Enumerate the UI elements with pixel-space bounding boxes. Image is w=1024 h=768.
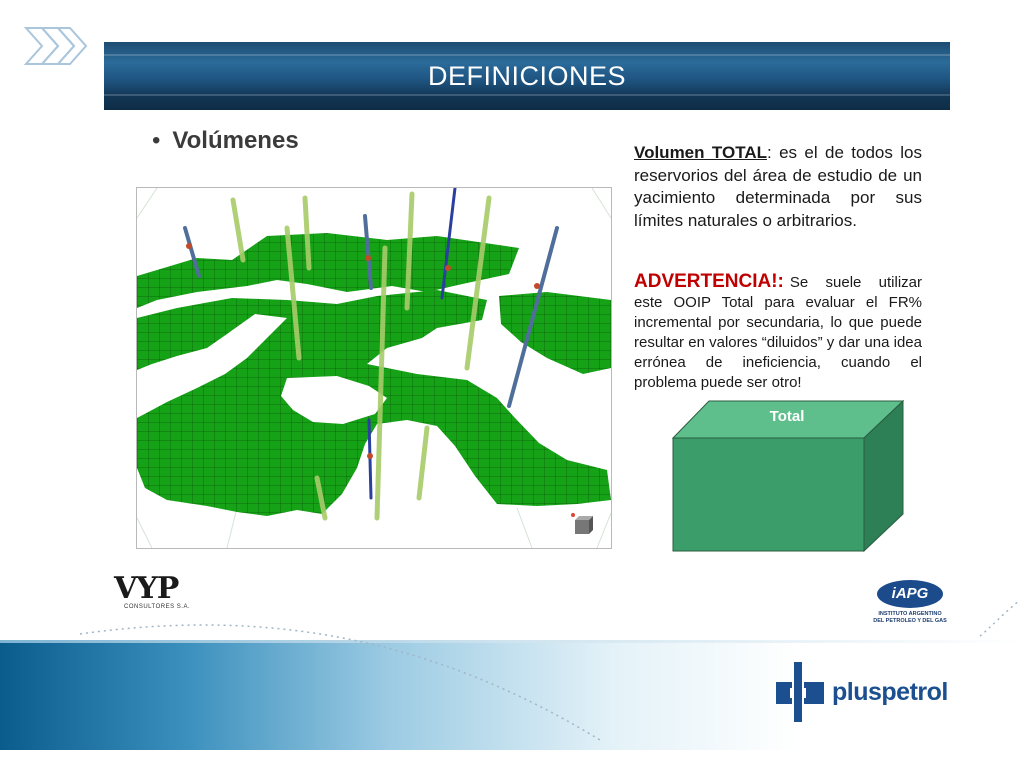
vyp-mark: VYP (114, 571, 179, 606)
reservoir-model-render (137, 188, 611, 548)
cube-label: Total (769, 408, 805, 425)
definition-term: Volumen TOTAL (634, 143, 767, 162)
warning-heading: ADVERTENCIA!: (634, 271, 784, 292)
vyp-subtitle: CONSULTORES S.A. (124, 604, 191, 610)
bullet-heading (152, 127, 299, 155)
bullet-dot: • (152, 127, 161, 154)
chevron-double-right-icon (24, 24, 88, 68)
iapg-name-line1: INSTITUTO ARGENTINO (878, 611, 942, 617)
warning-text: Se suele utilizar este OOIP Total para evaluar el FR% incremental por secundaria, lo que puede resultar en valores “diluidos” y dar una idea errónea de ineficiencia, cuando el problema puede ser otro! (634, 274, 922, 391)
pluspetrol-wordmark: pluspetrol (832, 677, 948, 706)
volume-definition (634, 142, 922, 232)
orientation-cube-icon (571, 513, 593, 534)
bullet-label: Volúmenes (172, 127, 299, 154)
definition-text: : es el de todos los reservorios del área de estudio de un yacimiento determinada por sus límites naturales o arbitrarios. (634, 143, 922, 230)
pluspetrol-logo (776, 662, 948, 722)
iapg-mark: iAPG (877, 580, 943, 608)
reservoir-surface (137, 233, 611, 516)
slide-title: DEFINICIONES (427, 60, 627, 91)
pluspetrol-symbol-icon (776, 662, 824, 722)
iapg-name-line2: DEL PETROLEO Y DEL GAS (873, 618, 947, 624)
title-bar (104, 42, 950, 110)
warning-paragraph (634, 272, 922, 393)
reservoir-model-image (136, 187, 612, 549)
